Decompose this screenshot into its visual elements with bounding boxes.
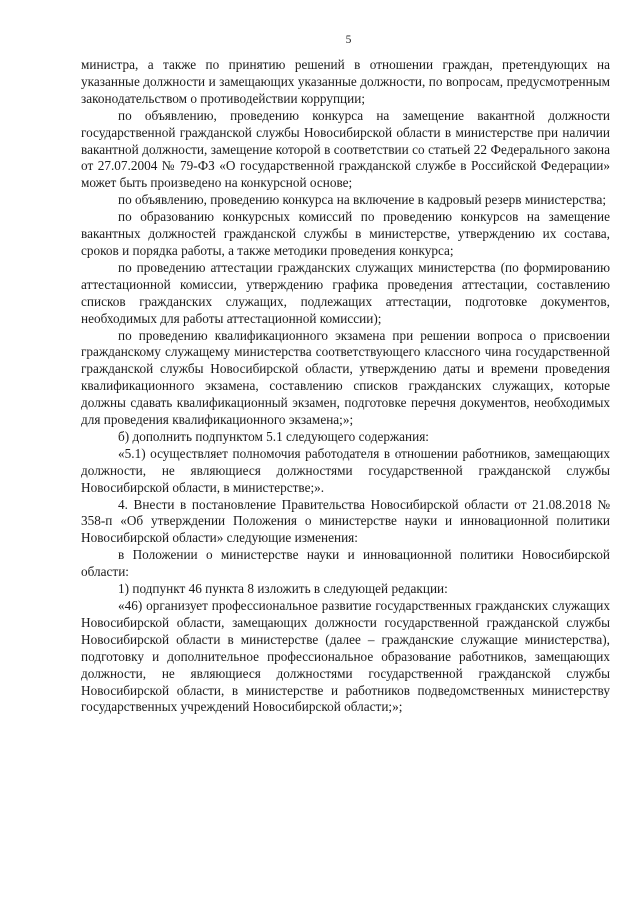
paragraph-competition-vacancy: по объявлению, проведению конкурса на замещение вакантной должности государственной гражданской службы Новосибирской области в министерстве при наличии вакантной должности, замещение которой в соответствии со статьей 22 Федерального закона от 27.07.2004 № 79-ФЗ «О государственной гражданской службе в Российской Федерации» может быть произведено на конкурсной основе; xyxy=(81,107,610,191)
paragraph-attestation: по проведению аттестации гражданских служащих министерства (по формированию аттестационной комиссии, утверждению графика проведения аттестации, составлению списков гражданских служащих, подлежащих аттестации, подготовке документов, необходимых для работы аттестационной комиссии); xyxy=(81,259,610,326)
paragraph-continuation: министра, а также по принятию решений в отношении граждан, претендующих на указанные должности и замещающих указанные должности, по вопросам, предусмотренным законодательством о противодействии коррупции; xyxy=(81,57,610,106)
page-number: 5 xyxy=(345,34,352,46)
paragraph-qualification-exam: по проведению квалификационного экзамена при решении вопроса о присвоении гражданскому служащему министерства соответствующего классного чина государственной гражданской службы Новосибирской области, утверждению даты и времени проведения квалификационного экзамена, составлению списков гражданских служащих, которые должны сдавать квалификационный экзамен, подготовке перечня документов, необходимых для проведения квалификационного экзамена;»; xyxy=(81,327,610,428)
paragraph-personnel-reserve: по объявлению, проведению конкурса на включение в кадровый резерв министерства; xyxy=(118,192,607,208)
paragraph-item-1: 1) подпункт 46 пункта 8 изложить в следующей редакции: xyxy=(118,581,448,597)
paragraph-subitem-5-1: «5.1) осуществляет полномочия работодателя в отношении работников, замещающих должности, не являющиеся должностями государственной гражданской службы Новосибирской области, в министерстве;». xyxy=(81,445,610,495)
document-body xyxy=(81,57,610,716)
paragraph-regulation-intro: в Положении о министерстве науки и инновационной политики Новосибирской области: xyxy=(81,547,610,580)
paragraph-competition-commissions: по образованию конкурсных комиссий по проведению конкурсов на замещение вакантных должностей гражданской службы в министерстве, утверждению их состава, сроков и порядка работы, а также методики проведения конкурса; xyxy=(81,209,610,258)
paragraph-item-b: б) дополнить подпунктом 5.1 следующего содержания: xyxy=(118,428,429,444)
paragraph-section-4: 4. Внести в постановление Правительства Новосибирской области от 21.08.2018 № 358-п «Об утверждении Положения о министерстве науки и инновационной политики Новосибирской области» следующие изменения: xyxy=(81,496,610,546)
paragraph-subitem-46: «46) организует профессиональное развитие государственных гражданских служащих Новосибирской области, замещающих должности государственной гражданской службы Новосибирской области в министерстве (далее – гражданские служащие министерства), подготовку и дополнительное профессиональное образование работников, замещающих должности, не являющиеся должностями государственной гражданской службы Новосибирской области, в министерстве и работников подведомственных министерству государственных учреждений Новосибирской области;»; xyxy=(81,598,610,715)
